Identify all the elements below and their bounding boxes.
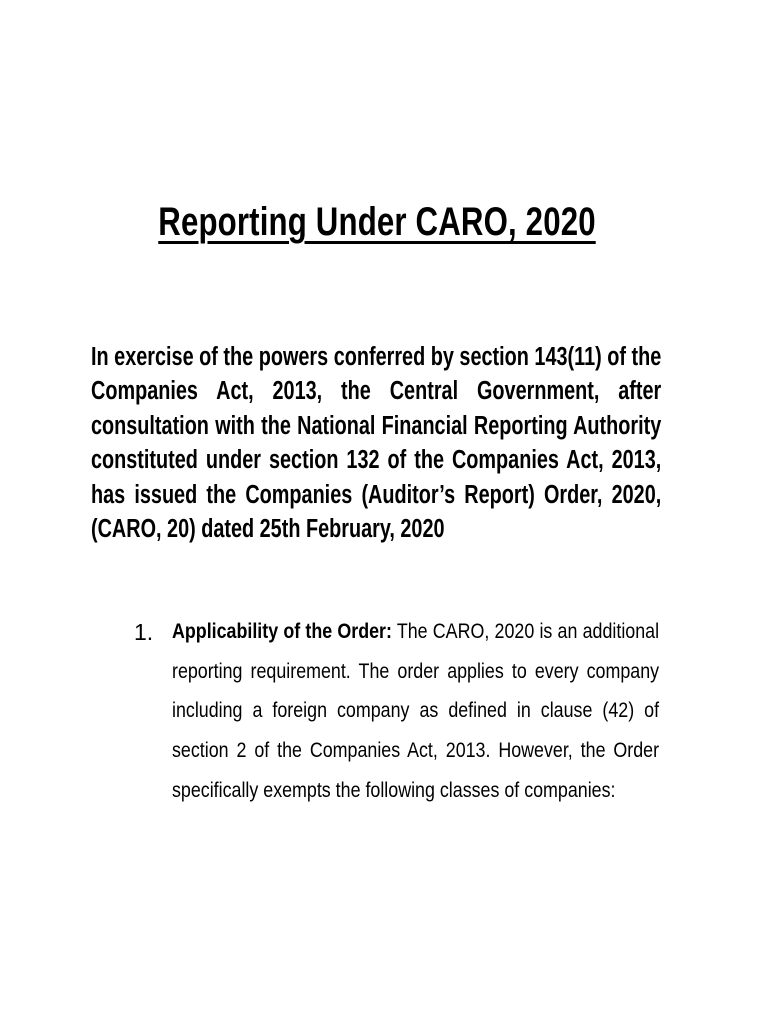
list-item-heading: Applicability of the Order: — [172, 620, 392, 643]
list-item — [134, 612, 714, 811]
list-item-number: 1. — [134, 619, 154, 645]
list-item-body — [172, 612, 659, 811]
document-title: Reporting Under CARO, 2020 — [158, 200, 596, 244]
intro-paragraph: In exercise of the powers conferred by section 143(11) of the Companies Act, 2013, the Central Government, after consultation with the National Financial Reporting Authority constituted under section 132 of the Companies Act, 2013, has issued the Companies (Auditor’s Report) Order, 2020, (CARO, 20) dated 25th February, 2020 — [91, 343, 662, 544]
list-item-text: The CARO, 2020 is an additional reporting requirement. The order applies to every company including a foreign company as defined in clause (42) of section 2 of the Companies Act, 2013. However, the Order specifically exempts the following classes of companies: — [172, 620, 660, 802]
numbered-list — [134, 612, 714, 811]
